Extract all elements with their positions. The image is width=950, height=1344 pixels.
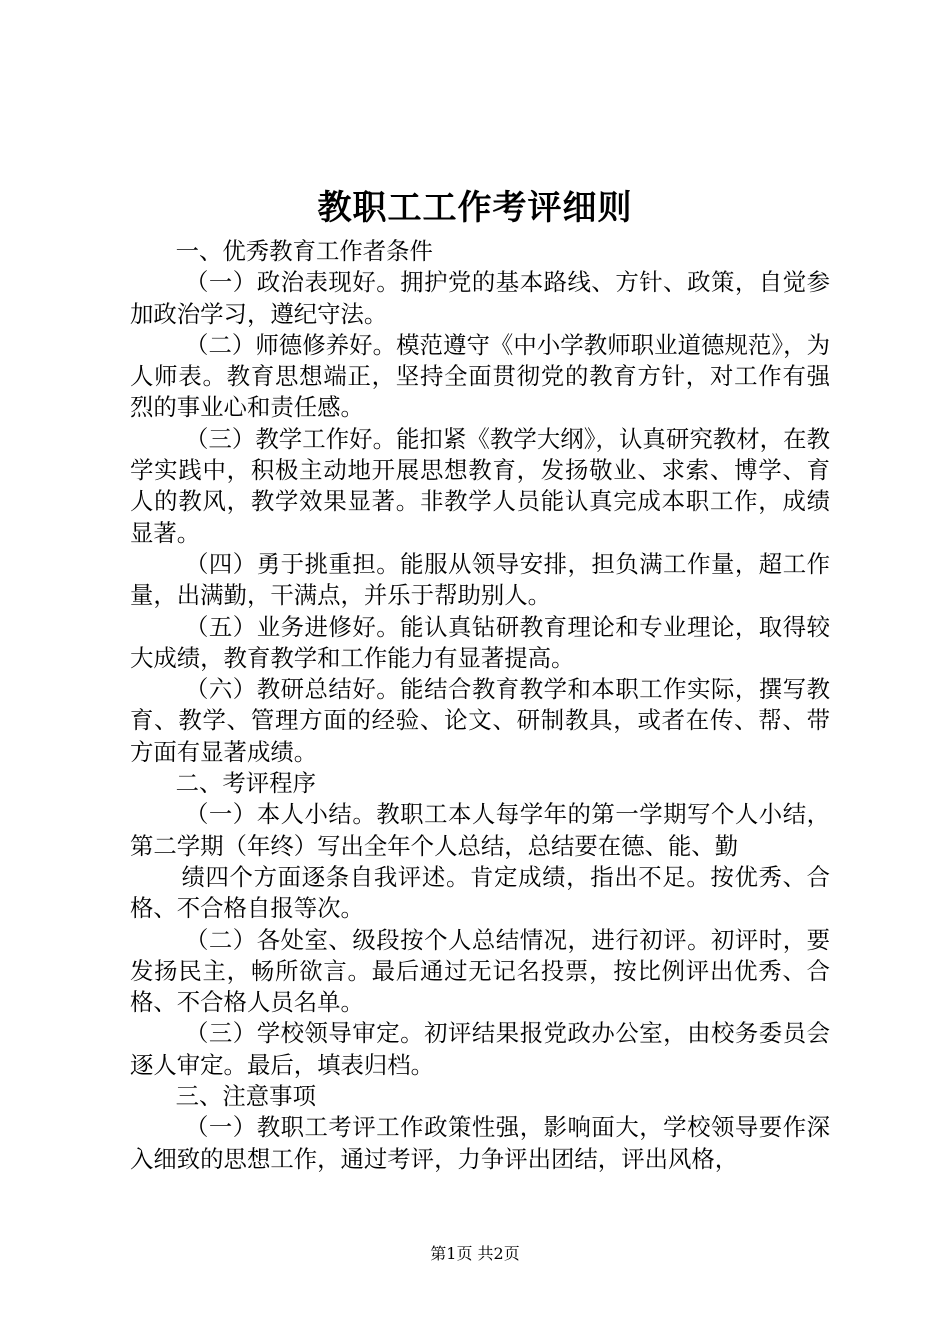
paragraph: 绩四个方面逐条自我评述。肯定成绩，指出不足。按优秀、合格、不合格自报等次。 xyxy=(130,862,830,923)
document-title: 教职工工作考评细则 xyxy=(317,188,633,228)
paragraph: （二）师德修养好。模范遵守《中小学教师职业道德规范》，为人师表。教育思想端正，坚持全面贯彻党的教育方针，对工作有强烈的事业心和责任感。 xyxy=(130,330,830,422)
section-heading: 一、优秀教育工作者条件 xyxy=(175,237,433,265)
document-body xyxy=(130,236,830,1175)
paragraph: （一）本人小结。教职工本人每学年的第一学期写个人小结，第二学期（年终）写出全年个人总结，总结要在德、能、勤 xyxy=(130,800,830,860)
paragraph: （三）教学工作好。能扣紧《教学大纲》，认真研究教材，在教学实践中，积极主动地开展思想教育，发扬敬业、求索、博学、育人的教风，教学效果显著。非教学人员能认真完成本职工作，成绩显著。 xyxy=(130,424,830,547)
paragraph: （一）政治表现好。拥护党的基本路线、方针、政策，自觉参加政治学习，遵纪守法。 xyxy=(130,268,830,328)
page-footer: 第1页 共2页 xyxy=(430,1244,520,1263)
paragraph: （三）学校领导审定。初评结果报党政办公室，由校务委员会逐人审定。最后，填表归档。 xyxy=(130,1019,830,1079)
section-heading: 三、注意事项 xyxy=(175,1082,316,1111)
paragraph: （二）各处室、级段按个人总结情况，进行初评。初评时，要发扬民主，畅所欲言。最后通过无记名投票，按比例评出优秀、合格、不合格人员名单。 xyxy=(130,925,830,1017)
paragraph: （四）勇于挑重担。能服从领导安排，担负满工作量，超工作量，出满勤，干满点，并乐于帮助别人。 xyxy=(130,549,830,610)
paragraph: （一）教职工考评工作政策性强，影响面大，学校领导要作深入细致的思想工作，通过考评，力争评出团结，评出风格， xyxy=(130,1113,830,1173)
paragraph: （六）教研总结好。能结合教育教学和本职工作实际，撰写教育、教学、管理方面的经验、论文、研制教具，或者在传、帮、带方面有显著成绩。 xyxy=(130,675,830,766)
section-heading: 二、考评程序 xyxy=(175,769,316,798)
paragraph: （五）业务进修好。能认真钻研教育理论和专业理论，取得较大成绩，教育教学和工作能力有显著提高。 xyxy=(130,612,830,672)
